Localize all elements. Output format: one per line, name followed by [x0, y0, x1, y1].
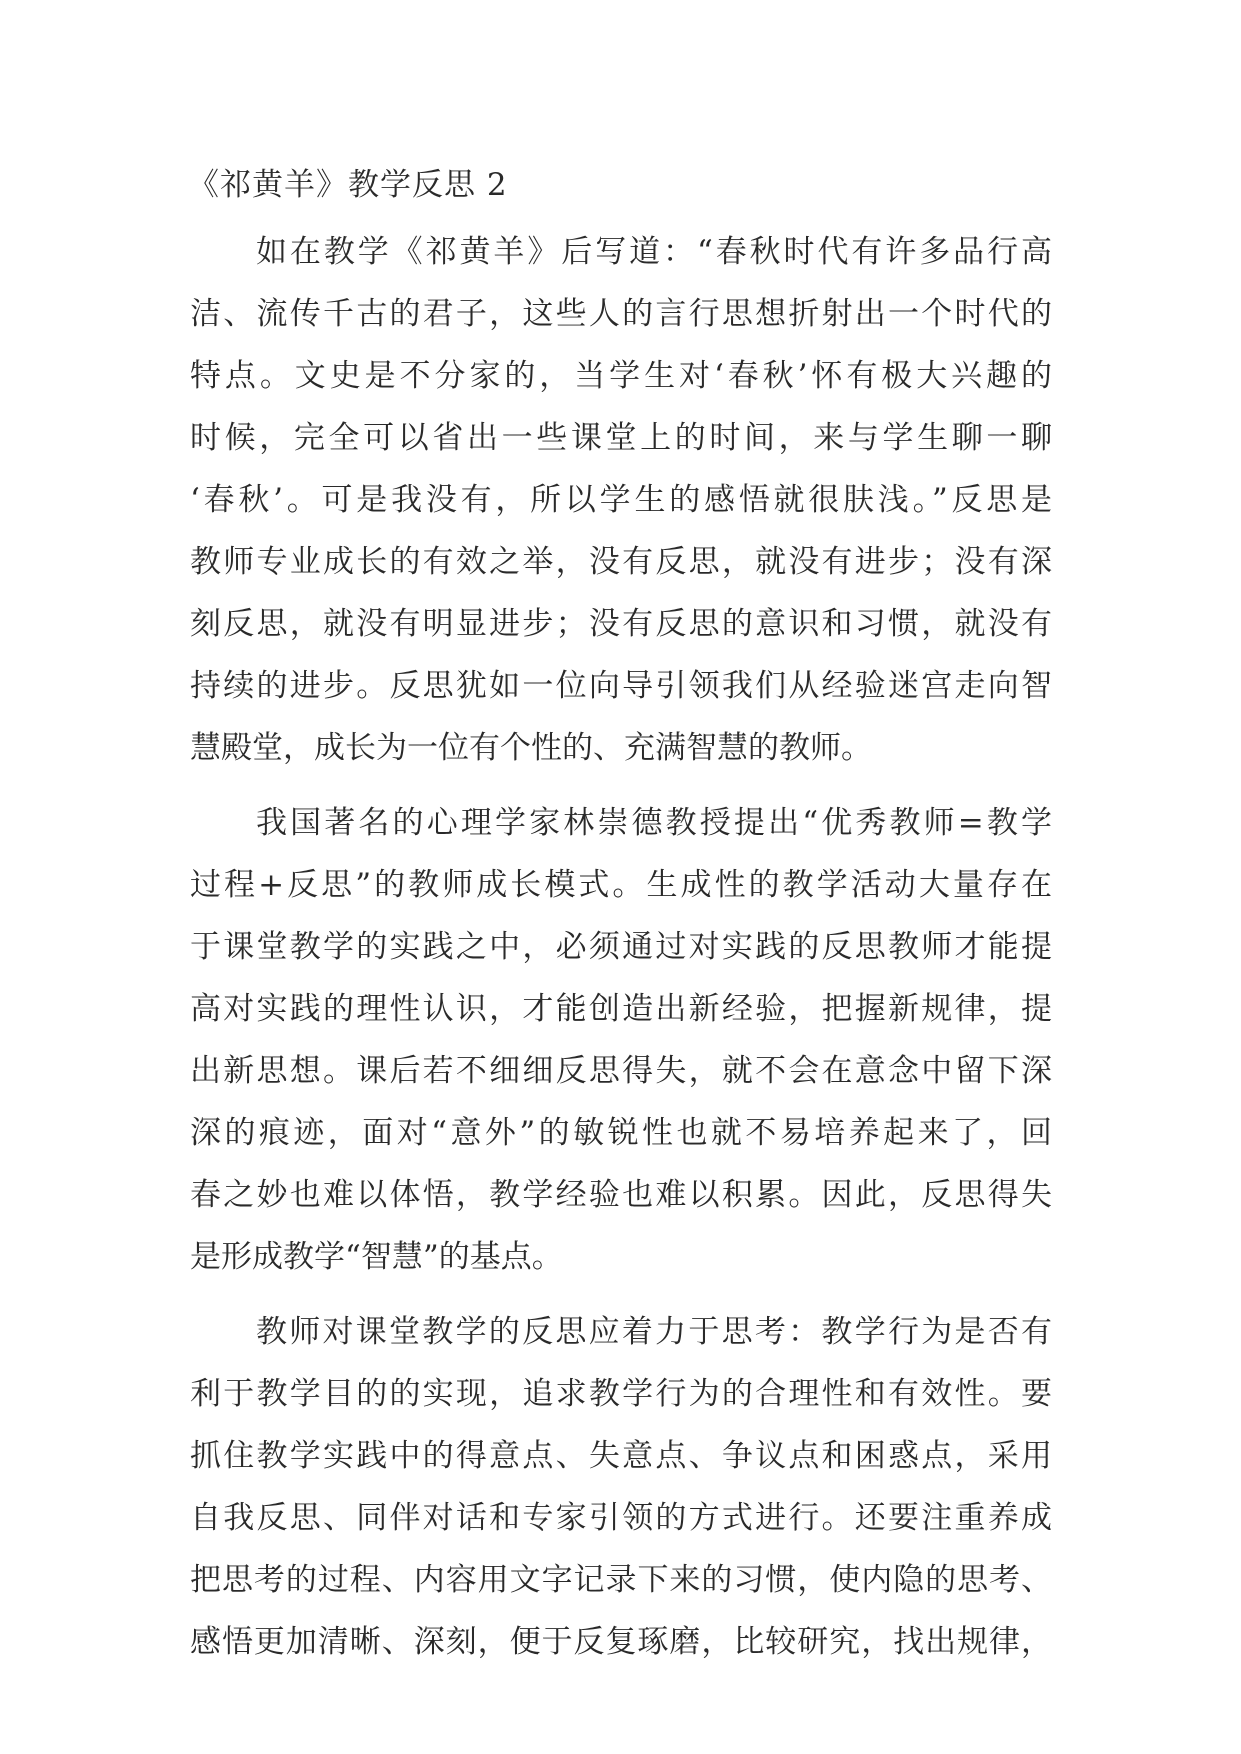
document-title: 《祁黄羊》教学反思 2 [188, 167, 508, 203]
paragraph-line: 春之妙也难以体悟，教学经验也难以积累。因此，反思得失 [190, 1177, 1052, 1213]
paragraph-1 [190, 221, 1052, 779]
paragraph-line: 是形成教学“智慧”的基点。 [190, 1239, 563, 1275]
paragraph-line: 我国著名的心理学家林崇德教授提出“优秀教师=教学 [256, 805, 1052, 841]
paragraph-line: 慧殿堂，成长为一位有个性的、充满智慧的教师。 [190, 730, 872, 766]
paragraph-line: 持续的进步。反思犹如一位向导引领我们从经验迷宫走向智 [190, 668, 1052, 704]
paragraph-3 [190, 1301, 1052, 1673]
paragraph-line: 于课堂教学的实践之中，必须通过对实践的反思教师才能提 [190, 929, 1052, 965]
paragraph-2 [190, 792, 1052, 1288]
paragraph-line: 高对实践的理性认识，才能创造出新经验，把握新规律，提 [190, 991, 1052, 1027]
paragraph-line: 时候，完全可以省出一些课堂上的时间，来与学生聊一聊 [190, 420, 1052, 456]
paragraph-line: 深的痕迹，面对“意外”的敏锐性也就不易培养起来了，回 [190, 1115, 1052, 1151]
paragraph-line: 如在教学《祁黄羊》后写道：“春秋时代有许多品行高 [256, 234, 1052, 270]
paragraph-line: 出新思想。课后若不细细反思得失，就不会在意念中留下深 [190, 1053, 1052, 1089]
paragraph-line: 洁、流传千古的君子，这些人的言行思想折射出一个时代的 [190, 296, 1052, 332]
paragraph-line: 过程+反思”的教师成长模式。生成性的教学活动大量存在 [190, 867, 1052, 903]
paragraph-line: 把思考的过程、内容用文字记录下来的习惯，使内隐的思考、 [190, 1562, 1052, 1598]
paragraph-line: 教师对课堂教学的反思应着力于思考：教学行为是否有 [256, 1314, 1052, 1350]
paragraph-line: 特点。文史是不分家的，当学生对‘春秋’怀有极大兴趣的 [190, 358, 1052, 394]
paragraph-line: 刻反思，就没有明显进步；没有反思的意识和习惯，就没有 [190, 606, 1052, 642]
paragraph-line: 感悟更加清晰、深刻，便于反复琢磨，比较研究，找出规律， [190, 1624, 1052, 1660]
paragraph-line: 自我反思、同伴对话和专家引领的方式进行。还要注重养成 [190, 1500, 1052, 1536]
paragraph-line: ‘春秋’。可是我没有，所以学生的感悟就很肤浅。”反思是 [190, 482, 1052, 518]
document-body [190, 158, 1052, 1673]
paragraph-line: 利于教学目的的实现，追求教学行为的合理性和有效性。要 [190, 1376, 1052, 1412]
paragraph-line: 教师专业成长的有效之举，没有反思，就没有进步；没有深 [190, 544, 1052, 580]
paragraph-line: 抓住教学实践中的得意点、失意点、争议点和困惑点，采用 [190, 1438, 1052, 1474]
